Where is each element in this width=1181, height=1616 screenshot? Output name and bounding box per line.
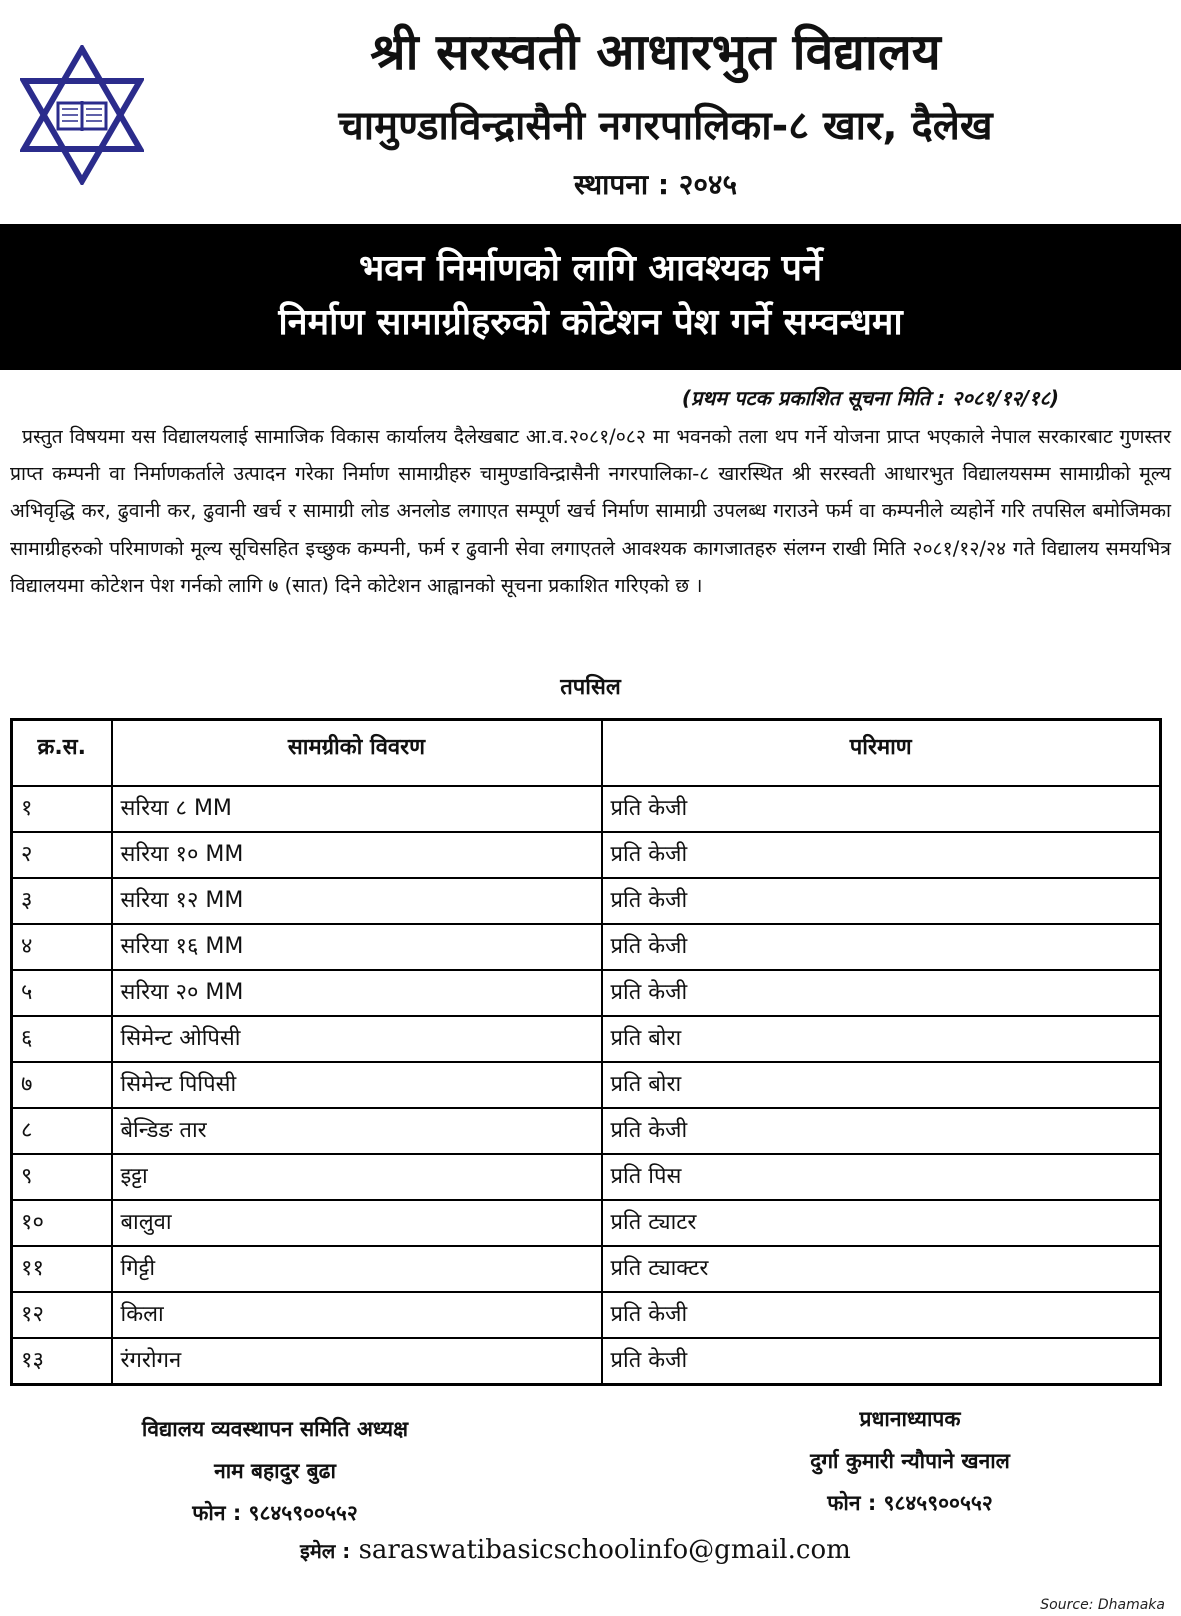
chairperson-phone: फोन : ९८४५९००५५२ bbox=[192, 1501, 358, 1525]
row-serial: १० bbox=[12, 1200, 112, 1246]
row-description: सरिया १२ MM bbox=[112, 878, 602, 924]
row-description: रंगरोगन bbox=[112, 1338, 602, 1385]
email-label: इमेल : bbox=[300, 1539, 351, 1563]
header-quantity: परिमाण bbox=[602, 720, 1161, 786]
notice-subject-banner bbox=[0, 224, 1181, 370]
table-row bbox=[12, 878, 1161, 924]
school-name: श्री सरस्वती आधारभुत विद्यालय bbox=[370, 23, 941, 81]
row-description: किला bbox=[112, 1292, 602, 1338]
row-description: सरिया १० MM bbox=[112, 832, 602, 878]
established-year: स्थापना : २०४५ bbox=[573, 168, 738, 201]
notice-body: प्रस्तुत विषयमा यस विद्यालयलाई सामाजिक विकास कार्यालय दैलेखबाट आ.व.२०८१/०८२ मा भवनको तला थप गर्ने योजना प्राप्त भएकाले नेपाल सरकारबाट गुणस्तर प्राप्त कम्पनी वा निर्माणकर्ताले उत्पादन गरेका निर्माण सामाग्रीहरु चामुण्डाविन्द्रासैनी नगरपालिका-८ खारस्थित श्री सरस्वती आधारभुत विद्यालयसम्म सामाग्रीको मूल्य अभिवृद्धि कर, ढुवानी कर, ढुवानी खर्च र सामाग्री लोड अनलोड लगाएत सम्पूर्ण खर्च निर्माण सामाग्री उपलब्ध गराउने फर्म वा कम्पनीले व्यहोर्ने गरि तपसिल बमोजिमका सामाग्रीहरुको परिमाणको मूल्य सूचिसहित इच्छुक कम्पनी, फर्म र ढुवानी सेवा लगाएतले आवश्यक कागजातहरु संलग्न राखी मिति २०८१/१२/२४ गते विद्यालय समयभित्र विद्यालयमा कोटेशन पेश गर्नको लागि ७ (सात) दिने कोटेशन आह्वानको सूचना प्रकाशित गरिएको छ । bbox=[10, 425, 1171, 597]
row-serial: ११ bbox=[12, 1246, 112, 1292]
row-serial: १२ bbox=[12, 1292, 112, 1338]
table-row bbox=[12, 970, 1161, 1016]
banner-line-1: भवन निर्माणको लागि आवश्यक पर्ने bbox=[359, 248, 822, 289]
row-description: सरिया १६ MM bbox=[112, 924, 602, 970]
row-quantity: प्रति ट्याटर bbox=[602, 1200, 1161, 1246]
table-row bbox=[12, 924, 1161, 970]
row-quantity: प्रति केजी bbox=[602, 878, 1161, 924]
row-serial: ३ bbox=[12, 878, 112, 924]
row-description: बालुवा bbox=[112, 1200, 602, 1246]
row-quantity: प्रति केजी bbox=[602, 786, 1161, 832]
row-serial: ४ bbox=[12, 924, 112, 970]
table-row bbox=[12, 1292, 1161, 1338]
chairperson-signature-block bbox=[95, 1408, 455, 1534]
table-row bbox=[12, 1246, 1161, 1292]
row-serial: ७ bbox=[12, 1062, 112, 1108]
school-address: चामुण्डाविन्द्रासैनी नगरपालिका-८ खार, दैलेख bbox=[338, 103, 993, 149]
row-description: इट्टा bbox=[112, 1154, 602, 1200]
table-row bbox=[12, 786, 1161, 832]
row-serial: १३ bbox=[12, 1338, 112, 1385]
contact-email-line bbox=[300, 1530, 851, 1571]
email-address: saraswatibasicschoolinfo@gmail.com bbox=[358, 1535, 851, 1565]
headteacher-signature-block bbox=[760, 1398, 1060, 1524]
table-row bbox=[12, 832, 1161, 878]
row-quantity: प्रति पिस bbox=[602, 1154, 1161, 1200]
row-serial: १ bbox=[12, 786, 112, 832]
star-of-david-book-logo-icon bbox=[20, 45, 144, 185]
row-serial: ५ bbox=[12, 970, 112, 1016]
row-quantity: प्रति केजी bbox=[602, 1292, 1161, 1338]
banner-line-2: निर्माण सामाग्रीहरुको कोटेशन पेश गर्ने सम्वन्धमा bbox=[278, 302, 903, 343]
chairperson-title: विद्यालय व्यवस्थापन समिति अध्यक्ष bbox=[141, 1417, 409, 1441]
headteacher-title: प्रधानाध्यापक bbox=[859, 1407, 961, 1431]
table-row bbox=[12, 1200, 1161, 1246]
row-description: सिमेन्ट पिपिसी bbox=[112, 1062, 602, 1108]
row-serial: ९ bbox=[12, 1154, 112, 1200]
row-description: सिमेन्ट ओपिसी bbox=[112, 1016, 602, 1062]
table-row bbox=[12, 1338, 1161, 1385]
row-description: गिट्टी bbox=[112, 1246, 602, 1292]
headteacher-phone: फोन : ९८४५९००५५२ bbox=[827, 1491, 993, 1515]
row-serial: ८ bbox=[12, 1108, 112, 1154]
table-row bbox=[12, 1062, 1161, 1108]
row-quantity: प्रति केजी bbox=[602, 1338, 1161, 1385]
row-quantity: प्रति बोरा bbox=[602, 1062, 1161, 1108]
row-serial: ६ bbox=[12, 1016, 112, 1062]
row-serial: २ bbox=[12, 832, 112, 878]
table-header-row bbox=[12, 720, 1161, 786]
row-description: सरिया ८ MM bbox=[112, 786, 602, 832]
row-quantity: प्रति ट्याक्टर bbox=[602, 1246, 1161, 1292]
table-row bbox=[12, 1108, 1161, 1154]
row-description: बेन्डिङ तार bbox=[112, 1108, 602, 1154]
materials-table-body bbox=[12, 786, 1161, 1385]
row-quantity: प्रति केजी bbox=[602, 1108, 1161, 1154]
chairperson-name: नाम बहादुर बुढा bbox=[214, 1459, 336, 1483]
row-quantity: प्रति केजी bbox=[602, 832, 1161, 878]
materials-table bbox=[10, 718, 1162, 1386]
table-row bbox=[12, 1154, 1161, 1200]
row-quantity: प्रति केजी bbox=[602, 970, 1161, 1016]
row-quantity: प्रति केजी bbox=[602, 924, 1161, 970]
table-caption: तपसिल bbox=[560, 675, 621, 700]
row-description: सरिया २० MM bbox=[112, 970, 602, 1016]
source-credit: Source: Dhamaka bbox=[1040, 1597, 1165, 1613]
header-description: सामग्रीको विवरण bbox=[112, 720, 602, 786]
table-row bbox=[12, 1016, 1161, 1062]
headteacher-name: दुर्गा कुमारी न्यौपाने खनाल bbox=[810, 1449, 1010, 1473]
published-date: (प्रथम पटक प्रकाशित सूचना मिति : २०८१/१२/१८) bbox=[681, 386, 1059, 410]
row-quantity: प्रति बोरा bbox=[602, 1016, 1161, 1062]
header-serial: क्र.स. bbox=[12, 720, 112, 786]
